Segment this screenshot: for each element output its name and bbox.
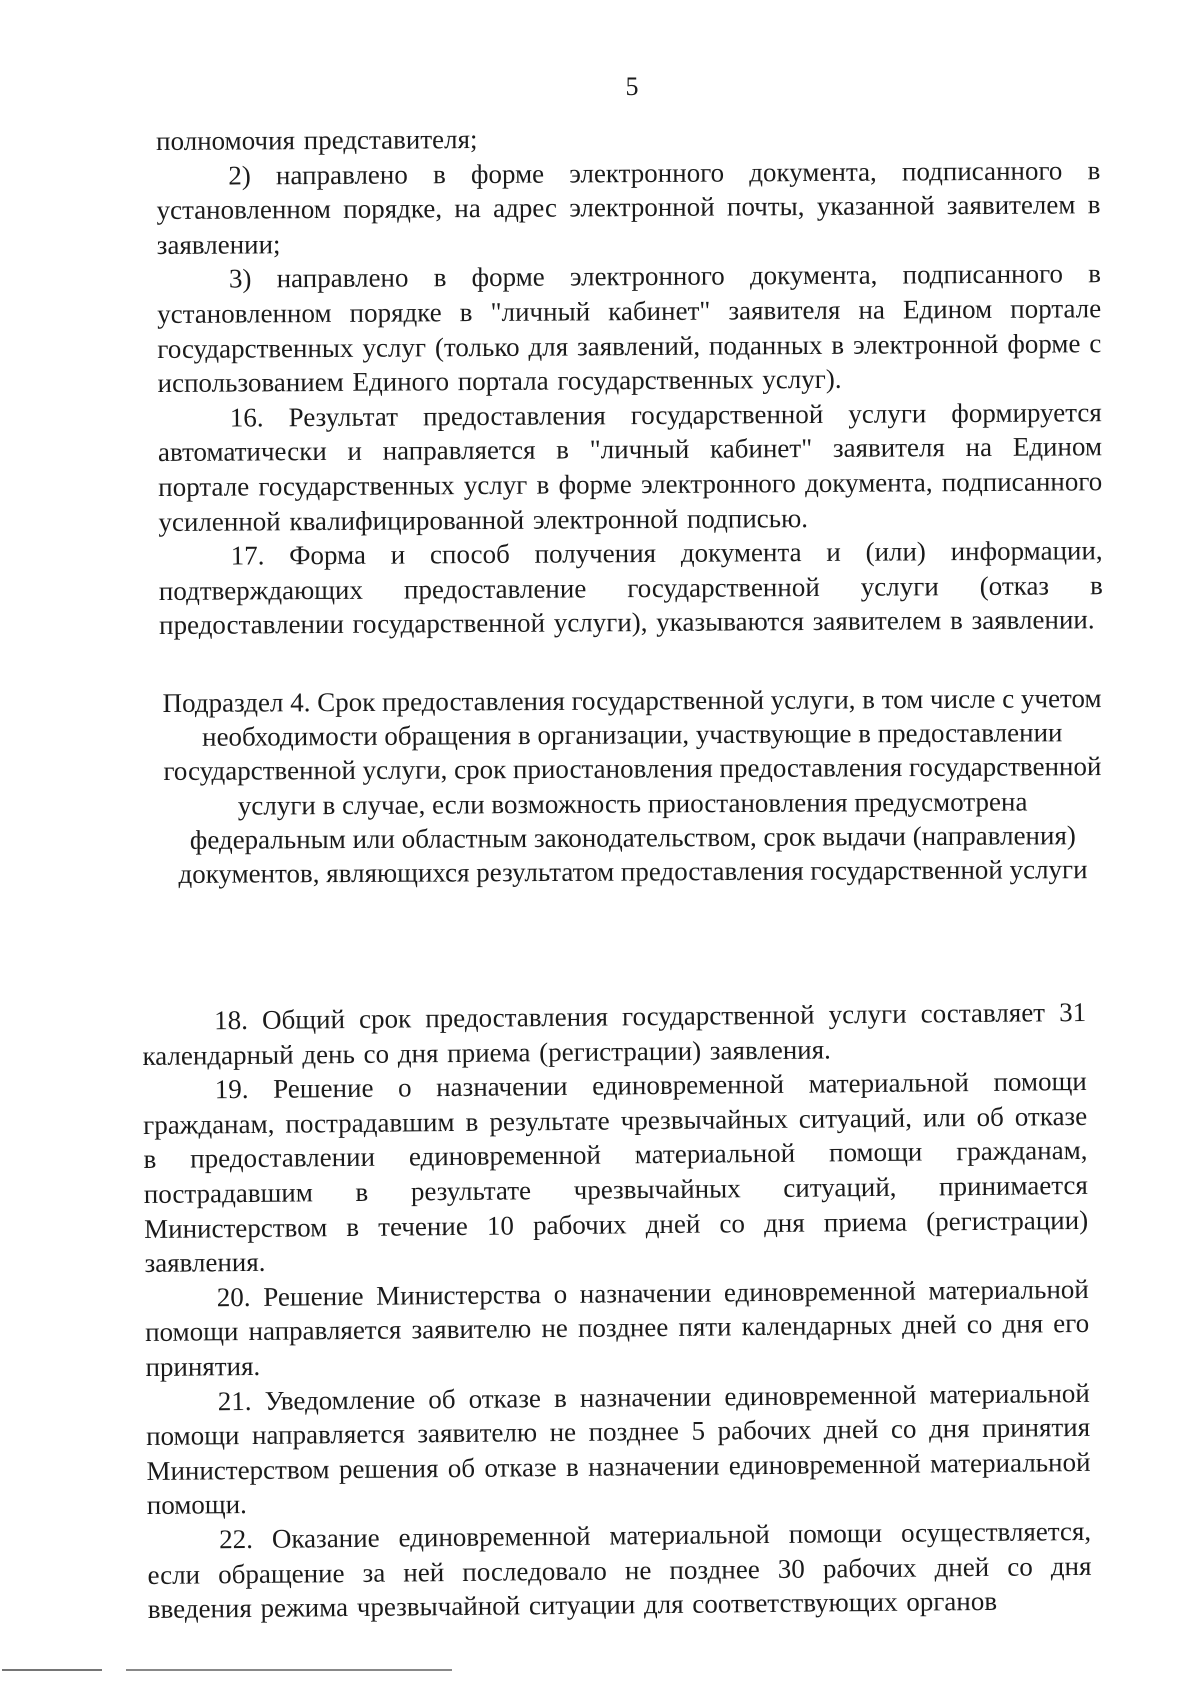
paragraph-item-3: 3) направлено в форме электронного документа, подписанного в установленном порядке в "личный кабинет" заявителя на Едином портале государственных услуг (только для заявлений, поданных в электронной форме с использованием Единого портала государственных услуг).	[157, 258, 1102, 399]
paragraph-16: 16. Результат предоставления государственной услуги формируется автоматически и направляется в "личный кабинет" заявителя на Едином портале государственных услуг в форме электронного документа, подписанного усиленной квалифицированной электронной подписью.	[157, 396, 1103, 537]
text-block-bottom	[142, 995, 1092, 1627]
paragraph-item-2: 2) направлено в форме электронного документа, подписанного в установленном порядке, на адрес электронной почты, указанной заявителем в заявлении;	[156, 154, 1101, 260]
paragraph-22: 22. Оказание единовременной материальной помощи осуществляется, если обращение за ней последовало не позднее 30 рабочих дней со дня введения режима чрезвычайной ситуации для соответствующих органов	[147, 1515, 1092, 1625]
text-block-top	[156, 118, 1103, 643]
paragraph-18: 18. Общий срок предоставления государственной услуги составляет 31 календарный день со дня приема (регистрации) заявления.	[142, 996, 1087, 1071]
subsection-heading: Подраздел 4. Срок предоставления государственной услуги, в том числе с учетом необходимости обращения в организации, участвующие в предоставлении государственной услуги, срок приостановления предоставления государственной услуги в случае, если возможность приостановления предусмотрена федеральным или областным законодательством, срок выдачи (направления) документов, являющихся результатом предоставления государственной услуги	[162, 683, 1102, 889]
paragraph-20: 20. Решение Министерства о назначении единовременной материальной помощи направляется заявителю не позднее пяти календарных дней со дня его принятия.	[145, 1273, 1090, 1382]
paragraph-continuation: полномочия представителя;	[156, 124, 478, 156]
paragraph-19: 19. Решение о назначении единовременной материальной помощи гражданам, пострадавшим в результате чрезвычайных ситуаций, или об отказе в предоставлении единовременной материальной помощи гражданам, пострадавшим в результате чрезвычайных ситуаций, принимается Министерством в течение 10 рабочих дней со дня приема (регистрации) заявления.	[143, 1066, 1089, 1279]
paragraph-17: 17. Форма и способ получения документа и (или) информации, подтверждающих предоставление государственной услуги (отказ в предоставлении государственной услуги), указываются заявителем в заявлении.	[158, 535, 1103, 641]
paragraph-21: 21. Уведомление об отказе в назначении единовременной материальной помощи направляется заявителю не позднее 5 рабочих дней со дня принятия Министерством решения об отказе в назначении единовременной материальной помощи.	[146, 1377, 1091, 1521]
footer-scan-line	[2, 1669, 452, 1671]
page-number: 5	[625, 72, 639, 101]
